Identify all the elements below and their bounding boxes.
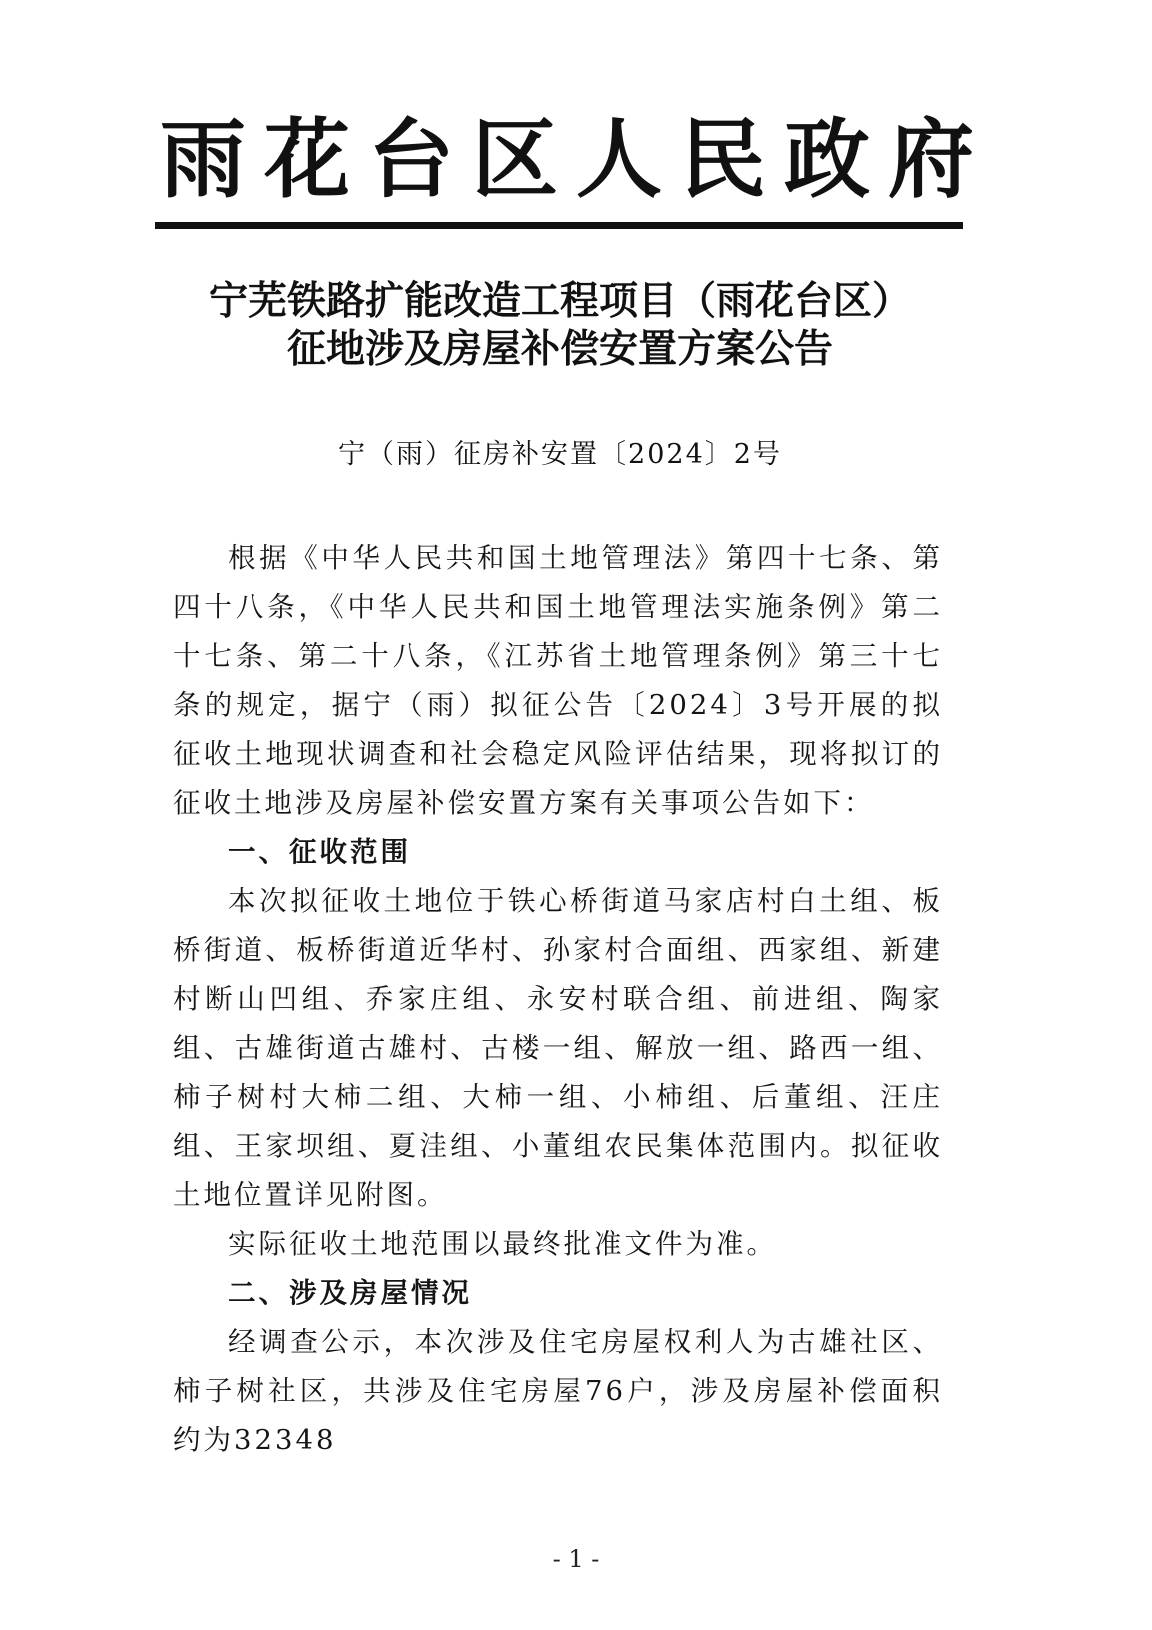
section-1-heading: 一、征收范围 (228, 836, 411, 868)
letterhead-rule (155, 222, 963, 229)
section-1-paragraph-1: 本次拟征收土地位于铁心桥街道马家店村白土组、板桥街道、板桥街道近华村、孙家村合面组、西家组、新建村断山凹组、乔家庄组、永安村联合组、前进组、陶家组、古雄街道古雄村、古楼一组、解放一组、路西一组、柿子树村大柿二组、大柿一组、小柿组、后董组、汪庄组、王家坝组、夏洼组、小董组农民集体范围内。拟征收土地位置详见附图。 (173, 885, 943, 1211)
title-line-1: 宁芜铁路扩能改造工程项目（雨花台区） (208, 279, 911, 324)
intro-paragraph: 根据《中华人民共和国土地管理法》第四十七条、第四十八条，《中华人民共和国土地管理法实施条例》第二十七条、第二十八条，《江苏省土地管理条例》第三十七条的规定，据宁（雨）拟征公告〔2024〕3号开展的拟征收土地现状调查和社会稳定风险评估结果，现将拟订的征收土地涉及房屋补偿安置方案有关事项公告如下： (173, 542, 943, 819)
title-line-2: 征地涉及房屋补偿安置方案公告 (286, 327, 833, 372)
section-1-paragraph-2: 实际征收土地范围以最终批准文件为准。 (228, 1228, 777, 1260)
document-number: 宁（雨）征房补安置〔2024〕2号 (338, 439, 782, 470)
section-2-heading: 二、涉及房屋情况 (228, 1277, 472, 1309)
document-body (173, 534, 943, 1465)
letterhead: 雨花台区人民政府 (160, 109, 992, 210)
page-number: - 1 - (552, 1545, 600, 1573)
section-2-paragraph-1: 经调查公示，本次涉及住宅房屋权利人为古雄社区、柿子树社区，共涉及住宅房屋76户，涉及房屋补偿面积约为32348 (173, 1326, 943, 1456)
